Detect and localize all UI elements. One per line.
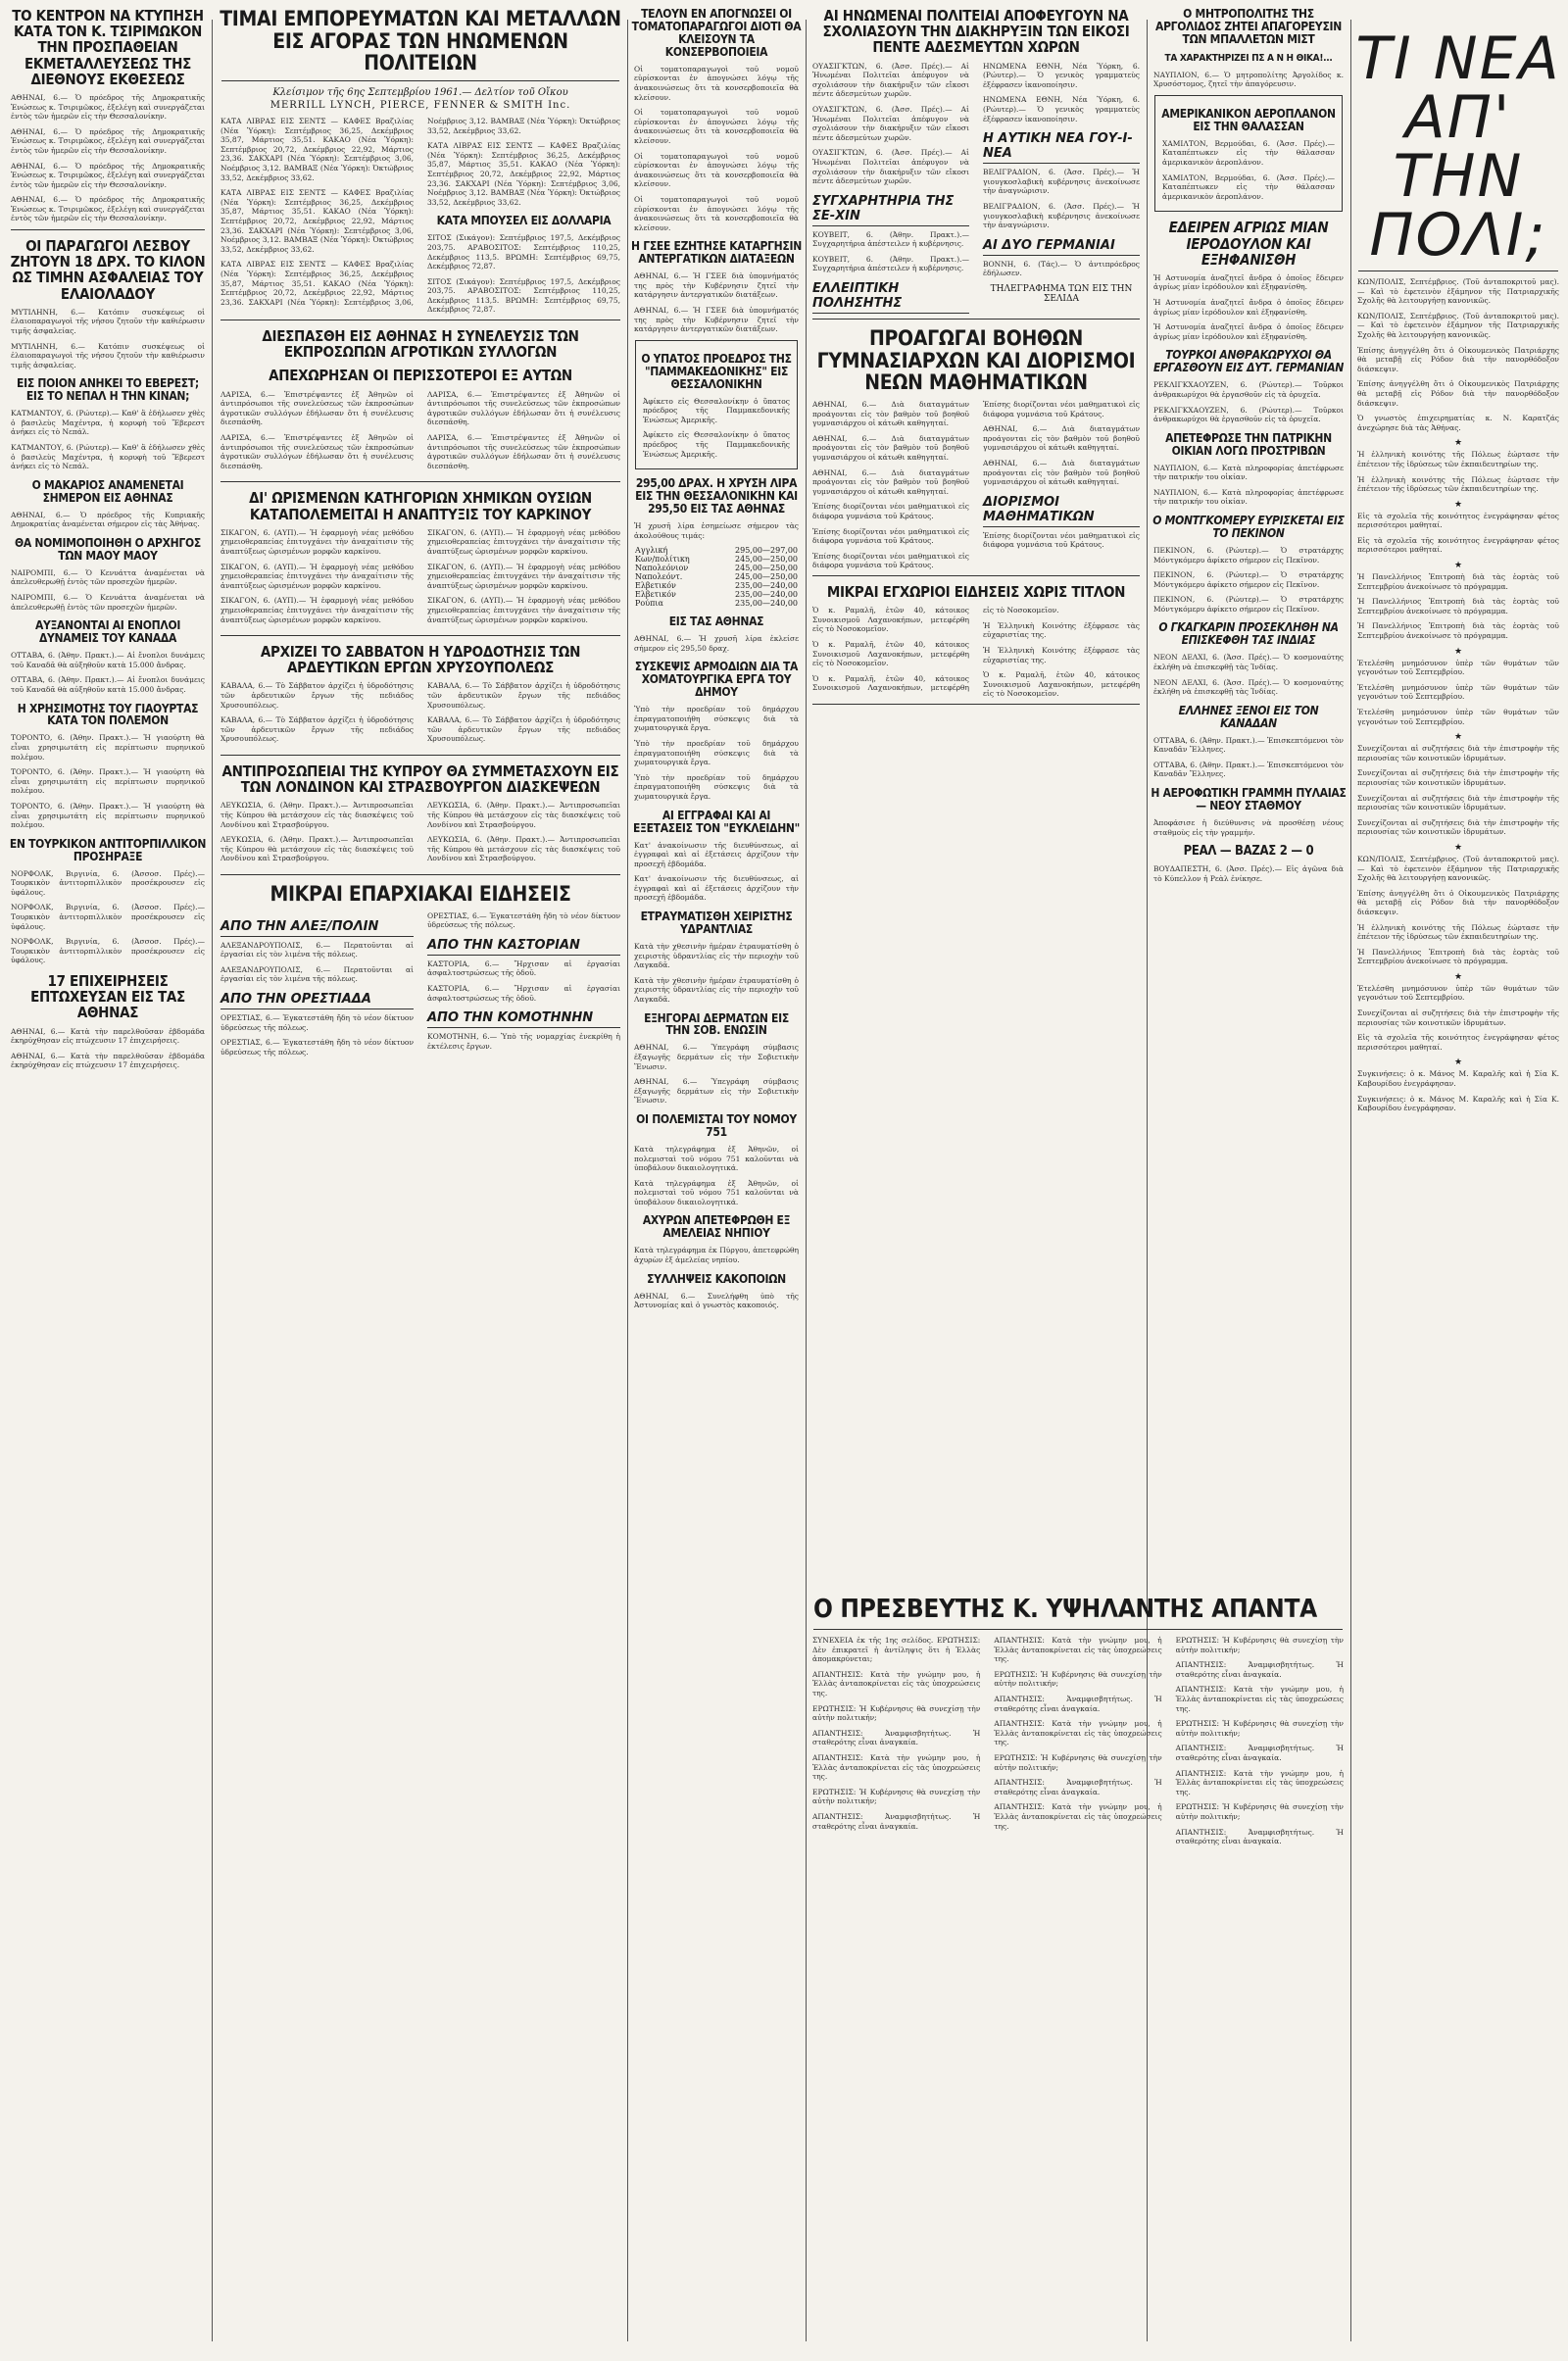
headline: ΔΙ' ΩΡΙΣΜΕΝΩΝ ΚΑΤΗΓΟΡΙΩΝ ΧΗΜΙΚΩΝ ΟΥΣΙΩΝ ΚΑΤΑΠΟΛΕΜΕΙΤΑΙ Η ΑΝΑΠΤΥΞΙΣ ΤΟΥ ΚΑΡΚΙΝΟΥ (249, 489, 592, 523)
divider (220, 481, 620, 482)
article-text: ΑΠΑΝΤΗΣΙΣ: Κατὰ τὴν γνώμην μου, ἡ Ἑλλὰς ἀνταποκρίνεται εἰς τὰς ὑποχρεώσεις της. (994, 1719, 1162, 1747)
column-rule (1350, 20, 1351, 2341)
section-heading: ΑΠΟ ΤΗΝ ΚΑΣΤΟΡΙΑΝ (427, 938, 620, 956)
article-text: Ἡ χρυσῆ λίρα ἐσημείωσε σήμερον τὰς ἀκολούθους τιμάς: (634, 521, 799, 540)
article-text: ΝΑΙΡΟΜΠΙ, 6.— Ὁ Κενυάττα ἀναμένεται νὰ ἀπελευθερωθῇ ἐντὸς τῶν προσεχῶν ἡμερῶν. (11, 593, 205, 612)
article-text: ΣΙΚΑΓΟΝ, 6. (ΑΥΠ).— Ἡ ἐφαρμογὴ νέας μεθόδου χημειοθεραπείας ἐπιτυγχάνει τὴν ἀναχαίτισιν τῆς ἀναπτύξεως ὡρισμένων μορφῶν καρκίνου. (427, 562, 620, 590)
section-heading: ΑΠΟ ΤΗΝ ΚΟΜΟΤΗΝΗΝ (427, 1010, 620, 1028)
article-text: Ἡ Ἑλληνικὴ Κοινότης ἐξέφρασε τὰς εὐχαριστίας της. (983, 645, 1140, 664)
headline: ΔΙΕΣΠΑΣΘΗ ΕΙΣ ΑΘΗΝΑΣ Η ΣΥΝΕΛΕΥΣΙΣ ΤΩΝ ΕΚΠΡΟΣΩΠΩΝ ΑΓΡΟΤΙΚΩΝ ΣΥΛΛΟΓΩΝ (262, 327, 579, 362)
article-text: ΚΩΝ/ΠΟΛΙΣ, Σεπτέμβριος. (Τοῦ ἀνταποκριτοῦ μας).— Καὶ τὸ ἐφετεινὸν ἐξάμηνον τῆς Πατριαρχικῆς Σχολῆς θὰ λειτουργήσῃ κανονικῶς. (1357, 311, 1559, 339)
article-text: Οἱ τοματοπαραγωγοὶ τοῦ νομοῦ εὑρίσκονται ἐν ἀπογνώσει λόγῳ τῆς ἀνακοινώσεως ὅτι τὰ κονσερβοποιεῖα θὰ κλείσουν. (634, 194, 799, 232)
divider (813, 1629, 1343, 1630)
column-6 (1354, 0, 1562, 2361)
article-text: ΑΠΑΝΤΗΣΙΣ: Κατὰ τὴν γνώμην μου, ἡ Ἑλλὰς ἀνταποκρίνεται εἰς τὰς ὑποχρεώσεις της. (1175, 1768, 1344, 1796)
article-text: ΝΕΟΝ ΔΕΛΧΙ, 6. (Ἀσσ. Πρές).— Ὁ κοσμοναύτης ἐκλήθη νὰ ἐπισκεφθῇ τὰς Ἰνδίας. (1153, 677, 1344, 697)
article-text: ΑΘΗΝΑΙ, 6.— Διὰ διαταγμάτων προάγονται εἰς τὸν βαθμὸν τοῦ βοηθοῦ γυμνασιάρχου οἱ κάτωθι καθηγηταί. (812, 400, 969, 428)
article-text: ΛΑΡΙΣΑ, 6.— Ἐπιστρέψαντες ἐξ Ἀθηνῶν οἱ ἀντιπρόσωποι τῆς συνελεύσεως τῶν ἐκπροσώπων ἀγροτικῶν συλλόγων ἐδήλωσαν ὅτι ἡ συνέλευσις διεσπάσθη. (427, 433, 620, 470)
article-text: Ἡ ἑλληνικὴ κοινότης τῆς Πόλεως ἑώρτασε τὴν ἐπέτειον τῆς ἱδρύσεως τῶν ἐκπαιδευτηρίων της. (1357, 922, 1559, 942)
article-text: ΚΑΒΑΛΑ, 6.— Τὸ Σάββατον ἀρχίζει ἡ ὑδροδότησις τῶν ἀρδευτικῶν ἔργων τῆς πεδιάδος Χρυσουπόλεως. (427, 715, 620, 744)
article-text: ΜΥΤΙΛΗΝΗ, 6.— Κατόπιν συσκέψεως οἱ ἐλαιοπαραγωγοὶ τῆς νήσου ζητοῦν τὴν καθιέρωσιν τιμῆς ἀσφαλείας. (11, 307, 205, 335)
article-text: Ἐπίσης διορίζονται νέοι μαθηματικοὶ εἰς διάφορα γυμνάσια τοῦ Κράτους. (812, 502, 969, 521)
article-text: ΗΝΩΜΕΝΑ ΕΘΝΗ, Νέα Ὑόρκη, 6. (Ρώυτερ).— Ὁ γενικὸς γραμματεὺς ἐξέφρασεν ἱκανοποίησιν. (983, 61, 1140, 89)
article-text: ΕΡΩΤΗΣΙΣ: Ἡ Κυβέρνησις θὰ συνεχίσῃ τὴν αὐτὴν πολιτικήν; (994, 1753, 1162, 1772)
article-text: Συνεχίζονται αἱ συζητήσεις διὰ τὴν ἐπιστροφὴν τῆς περιουσίας τῶν κοινοτικῶν ἱδρυμάτων. (1357, 744, 1559, 762)
article-text: ΚΑΣΤΟΡΙΑ, 6.— Ἤρχισαν αἱ ἐργασίαι ἀσφαλτοστρώσεως τῆς ὁδοῦ. (427, 959, 620, 978)
headline: ΘΑ ΝΟΜΙΜΟΠΟΙΗΘΗ Ο ΑΡΧΗΓΟΣ ΤΩΝ ΜΑΟΥ ΜΑΟΥ (15, 535, 201, 563)
price-label: Κων/πολίτικη (635, 555, 690, 565)
divider (812, 319, 1140, 320)
article-text: Ἡ Αστυνομία ἀναζητεῖ ἄνδρα ὁ ὁποῖος ἔδειρεν ἀγρίως μίαν ἱερόδουλον καὶ ἐξηφανίσθη. (1153, 322, 1344, 341)
headline: ΑΝΤΙΠΡΟΣΩΠΕΙΑΙ ΤΗΣ ΚΥΠΡΟΥ ΘΑ ΣΥΜΜΕΤΑΣΧΟΥΝ ΕΙΣ ΤΩΝ ΛΟΝΔΙΝΟΝ ΚΑΙ ΣΤΡΑΣΒΟΥΡΓΟΝ ΔΙΑΣΚΕΨΕΩΝ (221, 762, 619, 797)
headline: ΑΠΕΤΕΦΡΩΣΕ ΤΗΝ ΠΑΤΡΙΚΗΝ ΟΙΚΙΑΝ ΛΟΓΩ ΠΡΟΣΤΡΙΒΩΝ (1165, 430, 1332, 458)
article-text: ΑΘΗΝΑΙ, 6.— Ἡ ΓΣΕΕ διὰ ὑπομνήματός της πρὸς τὴν Κυβέρνησιν ζητεῖ τὴν κατάργησιν ἀντεργατικῶν διατάξεων. (634, 271, 799, 300)
separator-star: ★ (1453, 1058, 1463, 1068)
article-text: ΑΛΕΞΑΝΔΡΟΥΠΟΛΙΣ, 6.— Περατοῦνται αἱ ἐργασίαι εἰς τὸν λιμένα τῆς πόλεως. (220, 964, 414, 984)
article-text: Οἱ τοματοπαραγωγοὶ τοῦ νομοῦ εὑρίσκονται ἐν ἀπογνώσει λόγῳ τῆς ἀνακοινώσεως ὅτι τὰ κονσερβοποιεῖα θὰ κλείσουν. (634, 108, 799, 145)
gold-price-table (631, 546, 802, 608)
separator-star: ★ (1453, 438, 1463, 449)
divider (220, 874, 620, 875)
section-heading: ΑΠΟ ΤΗΝ ΟΡΕΣΤΙΑΔΑ (220, 992, 414, 1009)
article-text: Ἡ Αστυνομία ἀναζητεῖ ἄνδρα ὁ ὁποῖος ἔδειρεν ἀγρίως μίαν ἱερόδουλον καὶ ἐξηφανίσθη. (1153, 272, 1344, 292)
headline: ΤΙΜΑΙ ΕΜΠΟΡΕΥΜΑΤΩΝ ΚΑΙ ΜΕΤΑΛΛΩΝ ΕΙΣ ΑΓΟΡΑΣ ΤΩΝ ΗΝΩΜΕΝΩΝ ΠΟΛΙΤΕΙΩΝ (220, 7, 621, 75)
article-text: Ἡ ἑλληνικὴ κοινότης τῆς Πόλεως ἑώρτασε τὴν ἐπέτειον τῆς ἱδρύσεως τῶν ἐκπαιδευτηρίων της. (1357, 450, 1559, 468)
article-text: ΑΠΑΝΤΗΣΙΣ: Ἀναμφισβητήτως. Ἡ σταθερότης εἶναι ἀναγκαία. (812, 1728, 981, 1747)
article-text: ΑΘΗΝΑΙ, 6.— Κατὰ τὴν παρελθοῦσαν ἑβδομάδα ἐκηρύχθησαν εἰς πτώχευσιν 17 ἐπιχειρήσεις. (11, 1051, 205, 1070)
article-text: ΑΠΑΝΤΗΣΙΣ: Ἀναμφισβητήτως. Ἡ σταθερότης εἶναι ἀναγκαία. (812, 1811, 981, 1831)
article-text: ΑΠΑΝΤΗΣΙΣ: Ἀναμφισβητήτως. Ἡ σταθερότης εἶναι ἀναγκαία. (1175, 1744, 1344, 1763)
article-text: ΕΡΩΤΗΣΙΣ: Ἡ Κυβέρνησις θὰ συνεχίσῃ τὴν αὐτὴν πολιτικήν; (1175, 1802, 1344, 1821)
price-value: 245,00—250,00 (735, 572, 798, 582)
article-text: Ἐπίσης διορίζονται νέοι μαθηματικοὶ εἰς διάφορα γυμνάσια τοῦ Κράτους. (812, 551, 969, 570)
article-text: ΑΘΗΝΑΙ, 6.— Συνελήφθη ὑπὸ τῆς Ἀστυνομίας καὶ ὁ γνωστὸς κακοποιός. (634, 1291, 799, 1310)
price-label: Ναπολεόνιον (635, 564, 689, 573)
headline: 17 ΕΠΙΧΕΙΡΗΣΕΙΣ ΕΠΤΩΧΕΥΣΑΝ ΕΙΣ ΤΑΣ ΑΘΗΝΑΣ (30, 972, 185, 1022)
article-text: ΟΥΑΣΙΓΚΤΩΝ, 6. (Ἀσσ. Πρές).— Αἱ Ἡνωμέναι Πολιτεῖαι ἀπέφυγον νὰ σχολιάσουν τὴν διακήρυξιν τῶν εἴκοσι πέντε ἀδεσμεύτων χωρῶν. (812, 61, 969, 99)
article-text: Συνεχίζονται αἱ συζητήσεις διὰ τὴν ἐπιστροφὴν τῆς περιουσίας τῶν κοινοτικῶν ἱδρυμάτων. (1357, 793, 1559, 812)
price-label: Ελβετικόν (635, 590, 676, 600)
headline: Ο ΥΠΑΤΟΣ ΠΡΟΕΔΡΟΣ ΤΗΣ "ΠΑΜΜΑΚΕΔΟΝΙΚΗΣ" ΕΙΣ ΘΕΣΣΑΛΟΝΙΚΗΝ (641, 351, 792, 391)
article-text: ΡΕΚΛΙΓΚΧΑΟΥΖΕΝ, 6. (Ρώυτερ).— Τοῦρκοι ἀνθρακωρύχοι θὰ ἐργασθοῦν εἰς τὰ ὀρυχεῖα. (1153, 405, 1344, 424)
section-heading: ΔΙΟΡΙΣΜΟΙ ΜΑΘΗΜΑΤΙΚΩΝ (983, 495, 1140, 527)
separator-star: ★ (1453, 646, 1463, 657)
article-text: ΑΠΑΝΤΗΣΙΣ: Κατὰ τὴν γνώμην μου, ἡ Ἑλλὰς ἀνταποκρίνεται εἰς τὰς ὑποχρεώσεις της. (812, 1669, 981, 1698)
headline: ΟΙ ΠΑΡΑΓΩΓΟΙ ΛΕΣΒΟΥ ΖΗΤΟΥΝ 18 ΔΡΧ. ΤΟ ΚΙΛΟΝ ΩΣ ΤΙΜΗΝ ΑΣΦΑΛΕΙΑΣ ΤΟΥ ΕΛΑΙΟΛΑΔΟΥ (10, 237, 206, 303)
article-text: ΑΘΗΝΑΙ, 6.— Ὁ πρόεδρος τῆς Δημοκρατικῆς Ἑνώσεως κ. Τσιριμῶκος, ἐξελέγη καὶ συνεργάζεται ἐντὸς τῶν ἡμερῶν εἰς τὴν Θεσσαλονίκην. (11, 195, 205, 223)
section-heading: ΕΙΣ ΤΑΣ ΑΘΗΝΑΣ (668, 615, 764, 629)
article-text: ΚΑΒΑΛΑ, 6.— Τὸ Σάββατον ἀρχίζει ἡ ὑδροδότησις τῶν ἀρδευτικῶν ἔργων τῆς πεδιάδος Χρυσουπόλεως. (220, 681, 414, 710)
column-5 (1151, 0, 1347, 1578)
article-text: ΒΟΥΔΑΠΕΣΤΗ, 6. (Ἀσσ. Πρές).— Εἰς ἀγῶνα διὰ τὸ Κύπελλον ἡ Ρεὰλ ἐνίκησε. (1153, 864, 1344, 883)
article-text: ΤΟΡΟΝΤΟ, 6. (Ἀθην. Πρακτ.).— Ἡ γιαούρτη θὰ εἶναι χρησιμωτάτη εἰς περίπτωσιν πυρηνικοῦ πολέμου. (11, 801, 205, 830)
article-text: ΒΕΛΙΓΡΑΔΙΟΝ, 6. (Ἀσσ. Πρές).— Ἡ γιουγκοσλαβικὴ κυβέρνησις ἀνεκοίνωσε τὴν ἀναγνώρισιν. (983, 168, 1140, 196)
divider (812, 704, 1140, 705)
article-text: ΠΕΚΙΝΟΝ, 6. (Ρώυτερ).— Ὁ στρατάρχης Μόντγκόμερυ ἀφίκετο σήμερον εἰς Πεκῖνον. (1153, 595, 1344, 614)
note: ΤΗΛΕΓΡΑΦΗΜΑ ΤΩΝ ΕΙΣ ΤΗΝ ΣΕΛΙΔΑ (990, 283, 1133, 304)
article-text: ΟΥΑΣΙΓΚΤΩΝ, 6. (Ἀσσ. Πρές).— Αἱ Ἡνωμέναι Πολιτεῖαι ἀπέφυγον νὰ σχολιάσουν τὴν διακήρυξιν τῶν εἴκοσι πέντε ἀδεσμεύτων χωρῶν. (812, 148, 969, 186)
article-text: ΟΤΤΑΒΑ, 6. (Ἀθην. Πρακτ.).— Αἱ ἔνοπλοι δυνάμεις τοῦ Καναδᾶ θὰ αὐξηθοῦν κατὰ 15.000 ἄνδρας. (11, 675, 205, 694)
article-text: ΣΙΚΑΓΟΝ, 6. (ΑΥΠ).— Ἡ ἐφαρμογὴ νέας μεθόδου χημειοθεραπείας ἐπιτυγχάνει τὴν ἀναχαίτισιν τῆς ἀναπτύξεως ὡρισμένων μορφῶν καρκίνου. (427, 596, 620, 624)
article-text: ΝΑΙΡΟΜΠΙ, 6.— Ὁ Κενυάττα ἀναμένεται νὰ ἀπελευθερωθῇ ἐντὸς τῶν προσεχῶν ἡμερῶν. (11, 567, 205, 587)
article-text: Ἐτελέσθη μνημόσυνον ὑπὲρ τῶν θυμάτων τῶν γεγονότων τοῦ Σεπτεμβρίου. (1357, 708, 1559, 726)
separator-star: ★ (1453, 499, 1463, 510)
article-text: ΚΩΝ/ΠΟΛΙΣ, Σεπτέμβριος. (Τοῦ ἀνταποκριτοῦ μας).— Καὶ τὸ ἐφετεινὸν ἐξάμηνον τῆς Πατριαρχικῆς Σχολῆς θὰ λειτουργήσῃ κανονικῶς. (1357, 854, 1559, 883)
article-text: ΑΠΑΝΤΗΣΙΣ: Ἀναμφισβητήτως. Ἡ σταθερότης εἶναι ἀναγκαία. (1175, 1660, 1344, 1679)
separator-star: ★ (1453, 732, 1463, 743)
article-text: ΛΑΡΙΣΑ, 6.— Ἐπιστρέψαντες ἐξ Ἀθηνῶν οἱ ἀντιπρόσωποι τῆς συνελεύσεως τῶν ἐκπροσώπων ἀγροτικῶν συλλόγων ἐδήλωσαν ὅτι ἡ συνέλευσις διεσπάσθη. (220, 389, 414, 427)
headline: ΕΞΗΓΟΡΑΙ ΔΕΡΜΑΤΩΝ ΕΙΣ ΤΗΝ ΣΟΒ. ΕΝΩΣΙΝ (644, 1010, 789, 1038)
subheading: Κλείσιμον τῆς 6ης Σεπτεμβρίου 1961.— Δελτίον τοῦ Οἴκου (272, 87, 568, 99)
article-text: Οἱ τοματοπαραγωγοὶ τοῦ νομοῦ εὑρίσκονται ἐν ἀπογνώσει λόγῳ τῆς ἀνακοινώσεως ὅτι τὰ κονσερβοποιεῖα θὰ κλείσουν. (634, 151, 799, 189)
separator-star: ★ (1453, 561, 1463, 571)
article-text: ΝΟΡΦΟΛΚ, Βιργινία, 6. (Ἀσσοσ. Πρές).— Τουρκικὸν ἀντιτορπιλλικὸν προσέκρουσεν εἰς ὑφάλους. (11, 937, 205, 965)
article-text: ΕΡΩΤΗΣΙΣ: Ἡ Κυβέρνησις θὰ συνεχίσῃ τὴν αὐτὴν πολιτικήν; (994, 1669, 1162, 1689)
article-text: ΚΑΒΑΛΑ, 6.— Τὸ Σάββατον ἀρχίζει ἡ ὑδροδότησις τῶν ἀρδευτικῶν ἔργων τῆς πεδιάδος Χρυσουπόλεως. (427, 681, 620, 710)
section-heading: ΑΠΟ ΤΗΝ ΑΛΕΞ/ΠΟΛΙΝ (220, 919, 414, 937)
table-row (631, 599, 802, 608)
article-text: Ὁ κ. Ραμαλῆ, ἐτῶν 40, κάτοικος Συνοικισμοῦ Λαχανοκήπων, μετεφέρθη εἰς τὸ Νοσοκομεῖον. (812, 639, 969, 668)
section-heading: Η ΑΥΤΙΚΗ ΝΕΑ ΓΟΥ-Ι-ΝΕΑ (983, 131, 1140, 164)
article-text: ΒΕΛΙΓΡΑΔΙΟΝ, 6. (Ἀσσ. Πρές).— Ἡ γιουγκοσλαβικὴ κυβέρνησις ἀνεκοίνωσε τὴν ἀναγνώρισιν. (983, 201, 1140, 230)
article-text: Ὁ κ. Ραμαλῆ, ἐτῶν 40, κάτοικος Συνοικισμοῦ Λαχανοκήπων, μετεφέρθη εἰς τὸ Νοσοκομεῖον. (983, 670, 1140, 699)
article-text: ΛΑΡΙΣΑ, 6.— Ἐπιστρέψαντες ἐξ Ἀθηνῶν οἱ ἀντιπρόσωποι τῆς συνελεύσεως τῶν ἐκπροσώπων ἀγροτικῶν συλλόγων ἐδήλωσαν ὅτι ἡ συνέλευσις διεσπάσθη. (427, 389, 620, 427)
article-text: ΑΘΗΝΑΙ, 6.— Ὑπεγράφη σύμβασις ἐξαγωγῆς δερμάτων εἰς τὴν Σοβιετικὴν Ἕνωσιν. (634, 1077, 799, 1106)
article-text: ΚΩΝ/ΠΟΛΙΣ, Σεπτέμβριος. (Τοῦ ἀνταποκριτοῦ μας).— Καὶ τὸ ἐφετεινὸν ἐξάμηνον τῆς Πατριαρχικῆς Σχολῆς θὰ λειτουργήσῃ κανονικῶς. (1357, 277, 1559, 306)
article-text: ΝΑΥΠΛΙΟΝ, 6.— Κατὰ πληροφορίας ἀπετέφρωσε τὴν πατρικήν του οἰκίαν. (1153, 487, 1344, 507)
article-text: ΑΛΕΞΑΝΔΡΟΥΠΟΛΙΣ, 6.— Περατοῦνται αἱ ἐργασίαι εἰς τὸν λιμένα τῆς πόλεως. (220, 940, 414, 959)
article-text: ΑΠΑΝΤΗΣΙΣ: Κατὰ τὴν γνώμην μου, ἡ Ἑλλὰς ἀνταποκρίνεται εἰς τὰς ὑποχρεώσεις της. (994, 1802, 1162, 1831)
article-text: ΑΠΑΝΤΗΣΙΣ: Ἀναμφισβητήτως. Ἡ σταθερότης εἶναι ἀναγκαία. (1175, 1827, 1344, 1846)
article-text: ΑΠΑΝΤΗΣΙΣ: Κατὰ τὴν γνώμην μου, ἡ Ἑλλὰς ἀνταποκρίνεται εἰς τὰς ὑποχρεώσεις της. (1175, 1685, 1344, 1713)
article-text: ΝΟΡΦΟΛΚ, Βιργινία, 6. (Ἀσσοσ. Πρές).— Τουρκικὸν ἀντιτορπιλλικὸν προσέκρουσεν εἰς ὑφάλους. (11, 868, 205, 897)
article-text: ΚΑΒΑΛΑ, 6.— Τὸ Σάββατον ἀρχίζει ἡ ὑδροδότησις τῶν ἀρδευτικῶν ἔργων τῆς πεδιάδος Χρυσουπόλεως. (220, 715, 414, 744)
article-text: Εἰς τὰ σχολεῖα τῆς κοινότητος ἐνεγράφησαν φέτος περισσότεροι μαθηταί. (1357, 535, 1559, 555)
article-text: ΚΑΤΜΑΝΤΟΥ, 6. (Ρώυτερ).— Καθ' ἃ ἐδήλωσεν χθὲς ὁ βασιλεὺς Μαχέντρα, ἡ κορυφὴ τοῦ Ἔβερεστ ἀνήκει εἰς τὸ Νεπάλ. (11, 443, 205, 471)
article-text: Ἡ Πανελλήνιος Ἐπιτροπὴ διὰ τὰς ἑορτὰς τοῦ Σεπτεμβρίου ἀνεκοίνωσε τὸ πρόγραμμα. (1357, 572, 1559, 591)
headline: Ο ΜΗΤΡΟΠΟΛΙΤΗΣ ΤΗΣ ΑΡΓΟΛΙΔΟΣ ΖΗΤΕΙ ΑΠΑΓΟΡΕΥΣΙΝ ΤΩΝ ΜΠΑΛΛΕΤΩΝ ΜΙΣΤ (1155, 7, 1342, 46)
article-text: ΣΙΚΑΓΟΝ, 6. (ΑΥΠ).— Ἡ ἐφαρμογὴ νέας μεθόδου χημειοθεραπείας ἐπιτυγχάνει τὴν ἀναχαίτισιν τῆς ἀναπτύξεως ὡρισμένων μορφῶν καρκίνου. (427, 527, 620, 556)
article-text: Συγκινήσεις: ὁ κ. Μάνος Μ. Καραλῆς καὶ ἡ Σία Κ. Καβουρίδου ἐνεγράφησαν. (1357, 1069, 1559, 1089)
score-line: ΡΕΑΛ — ΒΑΖΑΣ 2 — 0 (1183, 844, 1314, 860)
divider (220, 755, 620, 756)
article-text: ΑΘΗΝΑΙ, 6.— Ὑπεγράφη σύμβασις ἐξαγωγῆς δερμάτων εἰς τὴν Σοβιετικὴν Ἕνωσιν. (634, 1043, 799, 1071)
article-text: ΑΘΗΝΑΙ, 6.— Ὁ πρόεδρος τῆς Κυπριακῆς Δημοκρατίας ἀναμένεται σήμερον εἰς τὰς Ἀθήνας. (11, 510, 205, 529)
article-text: Ἐπίσης διορίζονται νέοι μαθηματικοὶ εἰς διάφορα γυμνάσια τοῦ Κράτους. (983, 400, 1140, 418)
headline: ΕΛΛΗΝΕΣ ΞΕΝΟΙ ΕΙΣ ΤΟΝ ΚΑΝΑΔΑΝ (1178, 703, 1319, 730)
article-text: Ὑπὸ τὴν προεδρίαν τοῦ δημάρχου ἐπραγματοποιήθη σύσκεψις διὰ τὰ χωματουργικὰ ἔργα. (634, 739, 799, 767)
section-heading: ΕΛΛΕΙΠΤΙΚΗ ΠΟΛΗΣΗΤΗΣ (812, 281, 969, 314)
headline: ΕΙΣ ΠΟΙΟΝ ΑΝΗΚΕΙ ΤΟ ΕΒΕΡΕΣΤ; ΕΙΣ ΤΟ ΝΕΠΑΛ Η ΤΗΝ ΚΙΝΑΝ; (17, 376, 199, 404)
table-row (631, 590, 802, 599)
table-row (631, 546, 802, 555)
firm-name: MERRILL LYNCH, PIERCE, FENNER & SMITH Inc. (270, 100, 571, 112)
article-text: Ἀφίκετο εἰς Θεσσαλονίκην ὁ ὕπατος πρόεδρος τῆς Παμμακεδονικῆς Ἑνώσεως Ἀμερικῆς. (643, 430, 790, 459)
article-text: ΑΘΗΝΑΙ, 6.— Ὁ πρόεδρος τῆς Δημοκρατικῆς Ἑνώσεως κ. Τσιριμῶκος, ἐξελέγη καὶ συνεργάζεται ἐντὸς τῶν ἡμερῶν εἰς τὴν Θεσσαλονίκην. (11, 92, 205, 122)
price-value: 295,00—297,00 (735, 546, 798, 556)
headline: ΑΠΕΧΩΡΗΣΑΝ ΟΙ ΠΕΡΙΣΣΟΤΕΡΟΙ ΕΞ ΑΥΤΩΝ (269, 367, 572, 385)
article-text: ΑΘΗΝΑΙ, 6.— Κατὰ τὴν παρελθοῦσαν ἑβδομάδα ἐκηρύχθησαν εἰς πτώχευσιν 17 ἐπιχειρήσεις. (11, 1026, 205, 1046)
headline: ΑΧΥΡΩΝ ΑΠΕΤΕΦΡΩΘΗ ΕΞ ΑΜΕΛΕΙΑΣ ΝΗΠΙΟΥ (642, 1213, 791, 1241)
article-text: ΚΟΥΒΕΙΤ, 6. (Ἀθην. Πρακτ.).— Συγχαρητήρια ἀπέστειλεν ἡ κυβέρνησις. (812, 254, 969, 273)
article-text: Κατ' ἀνακοίνωσιν τῆς διευθύνσεως, αἱ ἐγγραφαὶ καὶ αἱ ἐξετάσεις ἀρχίζουν τὴν προσεχῆ ἑβδομάδα. (634, 874, 799, 903)
article-text: ΛΕΥΚΩΣΙΑ, 6. (Ἀθην. Πρακτ.).— Ἀντιπροσωπεῖαι τῆς Κύπρου θὰ μετάσχουν εἰς τὰς διασκέψεις τοῦ Λονδίνου καὶ Στρασβούργου. (220, 801, 414, 829)
article-text: ΑΘΗΝΑΙ, 6.— Διὰ διαταγμάτων προάγονται εἰς τὸν βαθμὸν τοῦ βοηθοῦ γυμνασιάρχου οἱ κάτωθι καθηγηταί. (812, 467, 969, 496)
article-text: Συγκινήσεις: ὁ κ. Μάνος Μ. Καραλῆς καὶ ἡ Σία Κ. Καβουρίδου ἐνεγράφησαν. (1357, 1094, 1559, 1113)
article-text: Κατὰ τὴν χθεσινὴν ἡμέραν ἐτραυματίσθη ὁ χειριστὴς ὑδραντλίας εἰς τὴν περιοχὴν τοῦ Λαγκαδᾶ. (634, 975, 799, 1004)
article-text: ΚΑΤΑ ΛΙΒΡΑΣ ΕΙΣ ΣΕΝΤΣ — ΚΑΦΕΣ Βραζιλίας (Νέα Ὑόρκη): Σεπτέμβριος 36,25, Δεκέμβριος 35,87, Μάρτιος 35,51. ΚΑΚΑΟ (Νέα Ὑόρκη): Σεπτέμβριος 20,72, Δεκέμβριος 22,92, Μάρτιος 23,36. ΣΑΚΧΑΡΙ (Νέα Ὑόρκη): Σεπτέμβριος 3,06, Νοέμβριος 3,12. ΒΑΜΒΑΞ (Νέα Ὑόρκη): Ὀκτώβριος 33,52, Δεκέμβριος 33,62. (220, 117, 414, 182)
article-text: ΚΑΤΜΑΝΤΟΥ, 6. (Ρώυτερ).— Καθ' ἃ ἐδήλωσεν χθὲς ὁ βασιλεὺς Μαχέντρα, ἡ κορυφὴ τοῦ Ἔβερεστ ἀνήκει εἰς τὸ Νεπάλ. (11, 409, 205, 437)
article-text: Ἐτελέσθη μνημόσυνον ὑπὲρ τῶν θυμάτων τῶν γεγονότων τοῦ Σεπτεμβρίου. (1357, 983, 1559, 1003)
headline: ΚΑΤΑ ΜΠΟΥΣΕΛ ΕΙΣ ΔΟΛΛΑΡΙΑ (436, 214, 612, 228)
article-text: ΚΟΥΒΕΙΤ, 6. (Ἀθην. Πρακτ.).— Συγχαρητήρια ἀπέστειλεν ἡ κυβέρνησις. (812, 229, 969, 249)
article-text: ΟΡΕΣΤΙΑΣ, 6.— Ἐγκατεστάθη ἤδη τὸ νέον δίκτυον ὑδρεύσεως τῆς πόλεως. (220, 1013, 414, 1032)
table-row (631, 581, 802, 590)
table-row (631, 555, 802, 564)
article-text: ΤΟΡΟΝΤΟ, 6. (Ἀθην. Πρακτ.).— Ἡ γιαούρτη θὰ εἶναι χρησιμωτάτη εἰς περίπτωσιν πυρηνικοῦ πολέμου. (11, 767, 205, 796)
headline: ΤΟΥΡΚΟΙ ΑΝΘΡΑΚΩΡΥΧΟΙ ΘΑ ΕΡΓΑΣΘΟΥΝ ΕΙΣ ΔΥΤ. ΓΕΡΜΑΝΙΑΝ (1152, 348, 1345, 375)
ypsilantis-article (809, 1588, 1347, 2361)
article-text: Ἀποφάσισε ἡ διεύθυνσις νὰ προσθέσῃ νέους σταθμοὺς εἰς τὴν γραμμήν. (1153, 817, 1344, 837)
article-text: ΕΡΩΤΗΣΙΣ: Ἡ Κυβέρνησις θὰ συνεχίσῃ τὴν αὐτὴν πολιτικήν; (1175, 1719, 1344, 1738)
article-text: ΑΘΗΝΑΙ, 6.— Διὰ διαταγμάτων προάγονται εἰς τὸν βαθμὸν τοῦ βοηθοῦ γυμνασιάρχου οἱ κάτωθι καθηγηταί. (812, 433, 969, 463)
headline: Ο ΜΑΚΑΡΙΟΣ ΑΝΑΜΕΝΕΤΑΙ ΣΗΜΕΡΟΝ ΕΙΣ ΑΘΗΝΑΣ (31, 477, 184, 505)
article-text: Ἡ Πανελλήνιος Ἐπιτροπὴ διὰ τὰς ἑορτὰς τοῦ Σεπτεμβρίου ἀνεκοίνωσε τὸ πρόγραμμα. (1357, 597, 1559, 615)
article-text: Ἡ Πανελλήνιος Ἐπιτροπὴ διὰ τὰς ἑορτὰς τοῦ Σεπτεμβρίου ἀνεκοίνωσε τὸ πρόγραμμα. (1357, 621, 1559, 641)
article-text: ΧΑΜΙΛΤΟΝ, Βερμούδαι, 6. (Ἀσσ. Πρές).— Καταπέπτωκεν εἰς τὴν θάλασσαν ἀμερικανικὸν ἀεροπλάνον. (1162, 138, 1335, 167)
headline: ΕΝ ΤΟΥΡΚΙΚΟΝ ΑΝΤΙΤΟΡΠΙΛΛΙΚΟΝ ΠΡΟΣΗΡΑΞΕ (9, 836, 207, 863)
price-value: 245,00—250,00 (735, 564, 798, 573)
feature-title: ΤΙ ΝΕΑ ΑΠ' ΤΗΝ ΠΟΛΙ; (1355, 25, 1561, 270)
article-text: Ἡ Αστυνομία ἀναζητεῖ ἄνδρα ὁ ὁποῖος ἔδειρεν ἀγρίως μίαν ἱερόδουλον καὶ ἐξηφανίσθη. (1153, 298, 1344, 317)
article-text: ΟΡΕΣΤΙΑΣ, 6.— Ἐγκατεστάθη ἤδη τὸ νέον δίκτυον ὑδρεύσεως τῆς πόλεως. (427, 910, 620, 930)
article-text: ΚΑΣΤΟΡΙΑ, 6.— Ἤρχισαν αἱ ἐργασίαι ἀσφαλτοστρώσεως τῆς ὁδοῦ. (427, 984, 620, 1003)
article-text: ΕΡΩΤΗΣΙΣ: Ἡ Κυβέρνησις θὰ συνεχίσῃ τὴν αὐτὴν πολιτικήν; (812, 1787, 981, 1806)
article-text: Ἀφίκετο εἰς Θεσσαλονίκην ὁ ὕπατος πρόεδρος τῆς Παμμακεδονικῆς Ἑνώσεως Ἀμερικῆς. (643, 396, 790, 424)
article-text: ΟΤΤΑΒΑ, 6. (Ἀθην. Πρακτ.).— Αἱ ἔνοπλοι δυνάμεις τοῦ Καναδᾶ θὰ αὐξηθοῦν κατὰ 15.000 ἄνδρας. (11, 651, 205, 669)
article-text: Ἐπίσης διορίζονται νέοι μαθηματικοὶ εἰς διάφορα γυμνάσια τοῦ Κράτους. (983, 530, 1140, 550)
article-text: ΑΠΑΝΤΗΣΙΣ: Ἀναμφισβητήτως. Ἡ σταθερότης εἶναι ἀναγκαία. (994, 1778, 1162, 1796)
article-text: ΡΕΚΛΙΓΚΧΑΟΥΖΕΝ, 6. (Ρώυτερ).— Τοῦρκοι ἀνθρακωρύχοι θὰ ἐργασθοῦν εἰς τὰ ὀρυχεῖα. (1153, 380, 1344, 399)
column-rule (806, 20, 807, 2341)
article-text: ΑΘΗΝΑΙ, 6.— Ὁ πρόεδρος τῆς Δημοκρατικῆς Ἑνώσεως κ. Τσιριμῶκος, ἐξελέγη καὶ συνεργάζεται ἐντὸς τῶν ἡμερῶν εἰς τὴν Θεσσαλονίκην. (11, 161, 205, 189)
article-text: ΚΑΤΑ ΛΙΒΡΑΣ ΕΙΣ ΣΕΝΤΣ — ΚΑΦΕΣ Βραζιλίας (Νέα Ὑόρκη): Σεπτέμβριος 36,25, Δεκέμβριος 35,87, Μάρτιος 35,51. ΚΑΚΑΟ (Νέα Ὑόρκη): Σεπτέμβριος 20,72, Δεκέμβριος 22,92, Μάρτιος 23,36. ΣΑΚΧΑΡΙ (Νέα Ὑόρκη): Σεπτέμβριος 3,06, Νοέμβριος 3,12. ΒΑΜΒΑΞ (Νέα Ὑόρκη): Ὀκτώβριος 33,52, Δεκέμβριος 33,62. (220, 188, 414, 254)
headline: ΑΙ ΗΝΩΜΕΝΑΙ ΠΟΛΙΤΕΙΑΙ ΑΠΟΦΕΥΓΟΥΝ ΝΑ ΣΧΟΛΙΑΣΟΥΝ ΤΗΝ ΔΙΑΚΗΡΥΞΙΝ ΤΩΝ ΕΙΚΟΣΙ ΠΕΝΤΕ ΑΔΕΣΜΕΥΤΩΝ ΧΩΡΩΝ (822, 7, 1130, 57)
price-label: Ρούπια (635, 599, 663, 609)
article-text: Ἐπίσης ἀνηγγέλθη ὅτι ὁ Οἰκουμενικὸς Πατριάρχης θὰ μεταβῇ εἰς Ρόδον διὰ τὴν πανορθόδοξον διάσκεψιν. (1357, 379, 1559, 408)
article-text: Οἱ τοματοπαραγωγοὶ τοῦ νομοῦ εὑρίσκονται ἐν ἀπογνώσει λόγῳ τῆς ἀνακοινώσεως ὅτι τὰ κονσερβοποιεῖα θὰ κλείσουν. (634, 64, 799, 102)
article-text: Ἡ Ἑλληνικὴ Κοινότης ἐξέφρασε τὰς εὐχαριστίας της. (983, 620, 1140, 640)
article-text: ΑΠΑΝΤΗΣΙΣ: Κατὰ τὴν γνώμην μου, ἡ Ἑλλὰς ἀνταποκρίνεται εἰς τὰς ὑποχρεώσεις της. (994, 1636, 1162, 1664)
article-text: ΕΡΩΤΗΣΙΣ: Ἡ Κυβέρνησις θὰ συνεχίσῃ τὴν αὐτὴν πολιτικήν; (812, 1703, 981, 1723)
article-text: Κατὰ τὴν χθεσινὴν ἡμέραν ἐτραυματίσθη ὁ χειριστὴς ὑδραντλίας εἰς τὴν περιοχὴν τοῦ Λαγκαδᾶ. (634, 941, 799, 970)
price-value: 235,00—240,00 (735, 590, 798, 600)
divider (221, 80, 619, 81)
article-text: ΝΟΡΦΟΛΚ, Βιργινία, 6. (Ἀσσοσ. Πρές).— Τουρκικὸν ἀντιτορπιλλικὸν προσέκρουσεν εἰς ὑφάλους. (11, 903, 205, 931)
article-text: ΛΕΥΚΩΣΙΑ, 6. (Ἀθην. Πρακτ.).— Ἀντιπροσωπεῖαι τῆς Κύπρου θὰ μετάσχουν εἰς τὰς διασκέψεις τοῦ Λονδίνου καὶ Στρασβούργου. (427, 835, 620, 863)
article-text: Κατ' ἀνακοίνωσιν τῆς διευθύνσεως, αἱ ἐγγραφαὶ καὶ αἱ ἐξετάσεις ἀρχίζουν τὴν προσεχῆ ἑβδομάδα. (634, 840, 799, 868)
article-text: Ὁ κ. Ραμαλῆ, ἐτῶν 40, κάτοικος Συνοικισμοῦ Λαχανοκήπων, μετεφέρθη εἰς τὸ Νοσοκομεῖον. (812, 606, 969, 634)
section-heading: ΣΥΓΧΑΡΗΤΗΡΙΑ ΤΗΣ ΣΕ-ΧΙΝ (812, 194, 969, 226)
article-text: Κατὰ τηλεγράφημα ἐξ Ἀθηνῶν, οἱ πολεμισταὶ τοῦ νόμου 751 καλοῦνται νὰ ὑποβάλουν δικαιολογητικά. (634, 1178, 799, 1206)
article-text: ΟΥΑΣΙΓΚΤΩΝ, 6. (Ἀσσ. Πρές).— Αἱ Ἡνωμέναι Πολιτεῖαι ἀπέφυγον νὰ σχολιάσουν τὴν διακήρυξιν τῶν εἴκοσι πέντε ἀδεσμεύτων χωρῶν. (812, 104, 969, 142)
divider (220, 635, 620, 636)
article-text: ΠΕΚΙΝΟΝ, 6. (Ρώυτερ).— Ὁ στρατάρχης Μόντγκόμερυ ἀφίκετο σήμερον εἰς Πεκῖνον. (1153, 545, 1344, 565)
article-text: Συνεχίζονται αἱ συζητήσεις διὰ τὴν ἐπιστροφὴν τῆς περιουσίας τῶν κοινοτικῶν ἱδρυμάτων. (1357, 768, 1559, 787)
headline: ΑΙ ΕΓΓΡΑΦΑΙ ΚΑΙ ΑΙ ΕΞΕΤΑΣΕΙΣ ΤΟΝ "ΕΥΚΛΕΙΔΗΝ" (632, 808, 800, 835)
headline: ΤΕΛΟΥΝ ΕΝ ΑΠΟΓΝΩΣΕΙ ΟΙ ΤΟΜΑΤΟΠΑΡΑΓΩΓΟΙ ΔΙΟΤΙ ΘΑ ΚΛΕΙΣΟΥΝ ΤΑ ΚΟΝΣΕΡΒΟΠΟΙΕΙΑ (631, 7, 802, 59)
column-1 (8, 0, 208, 2361)
article-text: ΜΥΤΙΛΗΝΗ, 6.— Κατόπιν συσκέψεως οἱ ἐλαιοπαραγωγοὶ τῆς νήσου ζητοῦν τὴν καθιέρωσιν τιμῆς ἀσφαλείας. (11, 341, 205, 369)
article-text: ΤΟΡΟΝΤΟ, 6. (Ἀθην. Πρακτ.).— Ἡ γιαούρτη θὰ εἶναι χρησιμωτάτη εἰς περίπτωσιν πυρηνικοῦ πολέμου. (11, 733, 205, 762)
article-text: Ἐτελέσθη μνημόσυνον ὑπὲρ τῶν θυμάτων τῶν γεγονότων τοῦ Σεπτεμβρίου. (1357, 682, 1559, 702)
headline: ΣΥΛΛΗΨΕΙΣ ΚΑΚΟΠΟΙΩΝ (647, 1271, 786, 1286)
column-3 (631, 0, 802, 2361)
table-row (631, 572, 802, 581)
article-text: Συνεχίζονται αἱ συζητήσεις διὰ τὴν ἐπιστροφὴν τῆς περιουσίας τῶν κοινοτικῶν ἱδρυμάτων. (1357, 1008, 1559, 1027)
article-text: ΣΙΤΟΣ (Σικάγον): Σεπτέμβριος 197,5, Δεκέμβριος 203,75. ΑΡΑΒΟΣΙΤΟΣ: Σεπτέμβριος 110,25, Δεκέμβριος 113,5. ΒΡΩΜΗ: Σεπτέμβριος 69,75, Δεκέμβριος 72,87. (427, 233, 620, 271)
article-text: Ἐπίσης ἀνηγγέλθη ὅτι ὁ Οἰκουμενικὸς Πατριάρχης θὰ μεταβῇ εἰς Ρόδον διὰ τὴν πανορθόδοξον διάσκεψιν. (1357, 345, 1559, 373)
article-text: ΛΑΡΙΣΑ, 6.— Ἐπιστρέψαντες ἐξ Ἀθηνῶν οἱ ἀντιπρόσωποι τῆς συνελεύσεως τῶν ἐκπροσώπων ἀγροτικῶν συλλόγων ἐδήλωσαν ὅτι ἡ συνέλευσις διεσπάσθη. (220, 433, 414, 470)
price-label: Ελβετικόν (635, 581, 676, 591)
headline: ΜΙΚΡΑΙ ΕΠΑΡΧΙΑΚΑΙ ΕΙΔΗΣΕΙΣ (270, 881, 571, 906)
article-text: Ὑπὸ τὴν προεδρίαν τοῦ δημάρχου ἐπραγματοποιήθη σύσκεψις διὰ τὰ χωματουργικὰ ἔργα. (634, 705, 799, 733)
article-text: ΚΟΜΟΤΗΝΗ, 6.— Ὑπὸ τῆς νομαρχίας ἐνεκρίθη ἡ ἐκτέλεσις ἔργων. (427, 1032, 620, 1051)
article-text: ΒΟΝΝΗ, 6. (Τάς).— Ὁ ἀντιπρόεδρος ἐδήλωσεν. (983, 259, 1140, 278)
article-text: ΟΤΤΑΒΑ, 6. (Ἀθην. Πρακτ.).— Ἐπισκεπτόμενοι τὸν Καναδᾶν Ἕλληνες. (1153, 735, 1344, 755)
article-text: ΝΑΥΠΛΙΟΝ, 6.— Ὁ μητροπολίτης Ἀργολίδος κ. Χρυσόστομος, ζητεῖ τὴν ἀπαγόρευσιν. (1153, 70, 1344, 89)
price-label: Ναπολεόντ. (635, 572, 683, 582)
headline: ΕΤΡΑΥΜΑΤΙΣΘΗ ΧΕΙΡΙΣΤΗΣ ΥΔΡΑΝΤΛΙΑΣ (640, 910, 793, 937)
column-rule (627, 20, 628, 2341)
article-text: ΣΙΤΟΣ (Σικάγον): Σεπτέμβριος 197,5, Δεκέμβριος 203,75. ΑΡΑΒΟΣΙΤΟΣ: Σεπτέμβριος 110,25, Δεκέμβριος 113,5. ΒΡΩΜΗ: Σεπτέμβριος 69,75, Δεκέμβριος 72,87. (427, 276, 620, 315)
article-text: ΚΑΤΑ ΛΙΒΡΑΣ ΕΙΣ ΣΕΝΤΣ — ΚΑΦΕΣ Βραζιλίας (Νέα Ὑόρκη): Σεπτέμβριος 36,25, Δεκέμβριος 35,87, Μάρτιος 35,51. ΚΑΚΑΟ (Νέα Ὑόρκη): Σεπτέμβριος 20,72, Δεκέμβριος 22,92, Μάρτιος 23,36. ΣΑΚΧΑΡΙ (Νέα Ὑόρκη): Σεπτέμβριος 3,06, Νοέμβριος 3,12. ΒΑΜΒΑΞ (Νέα Ὑόρκη): Ὀκτώβριος 33,52, Δεκέμβριος 33,62. (220, 117, 620, 307)
article-text: Ὁ γνωστὸς ἐπιχειρηματίας κ. Ν. Καρατζάς ἀνεχώρησε διὰ τὰς Ἀθήνας. (1357, 414, 1559, 432)
headline: ΑΡΧΙΖΕΙ ΤΟ ΣΑΒΒΑΤΟΝ Η ΥΔΡΟΔΟΤΗΣΙΣ ΤΩΝ ΑΡΔΕΥΤΙΚΩΝ ΕΡΓΩΝ ΧΡΥΣΟΥΠΟΛΕΩΣ (260, 643, 581, 677)
headline: Η ΑΕΡΟΦΩΤΙΚΗ ΓΡΑΜΜΗ ΠΥΛΑΙΑΣ — ΝΕΟΥ ΣΤΑΘΜΟΥ (1151, 786, 1347, 812)
article-text: Κατὰ τηλεγράφημα ἐκ Πύργου, ἀπετεφρώθη ἀχυρὼν ἐξ ἀμελείας νηπίου. (634, 1246, 799, 1264)
article-text: Ἡ Πανελλήνιος Ἐπιτροπὴ διὰ τὰς ἑορτὰς τοῦ Σεπτεμβρίου ἀνεκοίνωσε τὸ πρόγραμμα. (1357, 947, 1559, 966)
article-text: ΑΠΑΝΤΗΣΙΣ: Κατὰ τὴν γνώμην μου, ἡ Ἑλλὰς ἀνταποκρίνεται εἰς τὰς ὑποχρεώσεις της. (812, 1753, 981, 1782)
article-text: ΝΑΥΠΛΙΟΝ, 6.— Κατὰ πληροφορίας ἀπετέφρωσε τὴν πατρικήν του οἰκίαν. (1153, 463, 1344, 482)
article-text: ΕΡΩΤΗΣΙΣ: Ἡ Κυβέρνησις θὰ συνεχίσῃ τὴν αὐτὴν πολιτικήν; (1175, 1636, 1344, 1654)
price-value: 235,00—240,00 (735, 599, 798, 609)
headline: Ο ΠΡΕΣΒΕΥΤΗΣ Κ. ΥΨΗΛΑΝΤΗΣ ΑΠΑΝΤΑ (813, 1595, 1317, 1624)
table-row (631, 564, 802, 572)
article-text: ΠΕΚΙΝΟΝ, 6. (Ρώυτερ).— Ὁ στρατάρχης Μόντγκόμερυ ἀφίκετο σήμερον εἰς Πεκῖνον. (1153, 570, 1344, 589)
column-2 (218, 0, 623, 2361)
headline: ΠΡΟΑΓΩΓΑΙ ΒΟΗΘΩΝ ΓΥΜΝΑΣΙΑΡΧΩΝ ΚΑΙ ΔΙΟΡΙΣΜΟΙ ΝΕΩΝ ΜΑΘΗΜΑΤΙΚΩΝ (816, 326, 1136, 395)
article-text: ΑΘΗΝΑΙ, 6.— Ἡ ΓΣΕΕ διὰ ὑπομνήματός της πρὸς τὴν Κυβέρνησιν ζητεῖ τὴν κατάργησιν ἀντεργατικῶν διατάξεων. (634, 306, 799, 334)
article-text: ΑΘΗΝΑΙ, 6.— Ἡ χρυσῆ λίρα ἐκλείσε σήμερον εἰς 295,50 δραχ. (634, 634, 799, 653)
article-text: Εἰς τὰ σχολεῖα τῆς κοινότητος ἐνεγράφησαν φέτος περισσότεροι μαθηταί. (1357, 511, 1559, 530)
divider (11, 229, 205, 230)
headline: 295,00 ΔΡΑΧ. Η ΧΡΥΣΗ ΛΙΡΑ ΕΙΣ ΤΗΝ ΘΕΣΣΑΛΟΝΙΚΗΝ ΚΑΙ 295,50 ΕΙΣ ΤΑΣ ΑΘΗΝΑΣ (635, 476, 798, 516)
article-text: ΣΥΝΕΧΕΙΑ ἐκ τῆς 1ης σελίδος. ΕΡΩΤΗΣΙΣ: Δὲν ἐπικρατεῖ ἡ ἀντίληψις ὅτι ἡ Ἑλλὰς ἀπομακρύνεται; (812, 1636, 981, 1664)
article-text: ΑΘΗΝΑΙ, 6.— Ὁ πρόεδρος τῆς Δημοκρατικῆς Ἑνώσεως κ. Τσιριμῶκος, ἐξελέγη καὶ συνεργάζεται ἐντὸς τῶν ἡμερῶν εἰς τὴν Θεσσαλονίκην. (11, 126, 205, 155)
divider (812, 575, 1140, 576)
price-value: 235,00—240,00 (735, 581, 798, 591)
article-text: Εἰς τὰ σχολεῖα τῆς κοινότητος ἐνεγράφησαν φέτος περισσότεροι μαθηταί. (1357, 1033, 1559, 1052)
article-text: Κατὰ τηλεγράφημα ἐξ Ἀθηνῶν, οἱ πολεμισταὶ τοῦ νόμου 751 καλοῦνται νὰ ὑποβάλουν δικαιολογητικά. (634, 1144, 799, 1173)
separator-star: ★ (1453, 842, 1463, 853)
article-text: Ὑπὸ τὴν προεδρίαν τοῦ δημάρχου ἐπραγματοποιήθη σύσκεψις διὰ τὰ χωματουργικὰ ἔργα. (634, 772, 799, 801)
subheading: ΤΑ ΧΑΡΑΚΤΗΡΙΖΕΙ ΠΣ Α Ν Η ΘΙΚΑ!... (1164, 52, 1333, 64)
section-heading: ΑΙ ΔΥΟ ΓΕΡΜΑΝΙΑΙ (983, 238, 1140, 256)
headline: ΟΙ ΠΟΛΕΜΙΣΤΑΙ ΤΟΥ ΝΟΜΟΥ 751 (636, 1112, 797, 1139)
article-text: ΑΘΗΝΑΙ, 6.— Διὰ διαταγμάτων προάγονται εἰς τὸν βαθμὸν τοῦ βοηθοῦ γυμνασιάρχου οἱ κάτωθι καθηγηταί. (983, 459, 1140, 487)
headline: ΣΥΣΚΕΨΙΣ ΑΡΜΟΔΙΩΝ ΔΙΑ ΤΑ ΧΟΜΑΤΟΥΡΓΙΚΑ ΕΡΓΑ ΤΟΥ ΔΗΜΟΥ (634, 660, 799, 700)
article-text: ΝΕΟΝ ΔΕΛΧΙ, 6. (Ἀσσ. Πρές).— Ὁ κοσμοναύτης ἐκλήθη νὰ ἐπισκεφθῇ τὰς Ἰνδίας. (1153, 653, 1344, 671)
article-text: ΧΑΜΙΛΤΟΝ, Βερμούδαι, 6. (Ἀσσ. Πρές).— Καταπέπτωκεν εἰς τὴν θάλασσαν ἀμερικανικὸν ἀεροπλάνον. (1162, 172, 1335, 201)
article-text: Ὁ κ. Ραμαλῆ, ἐτῶν 40, κάτοικος Συνοικισμοῦ Λαχανοκήπων, μετεφέρθη εἰς τὸ Νοσοκομεῖον. (812, 606, 1059, 693)
article-text: ΣΙΚΑΓΟΝ, 6. (ΑΥΠ).— Ἡ ἐφαρμογὴ νέας μεθόδου χημειοθεραπείας ἐπιτυγχάνει τὴν ἀναχαίτισιν τῆς ἀναπτύξεως ὡρισμένων μορφῶν καρκίνου. (220, 562, 414, 590)
price-value: 245,00—250,00 (735, 555, 798, 565)
headline: Ο ΓΚΑΓΚΑΡΙΝ ΠΡΟΣΕΚΛΗΘΗ ΝΑ ΕΠΙΣΚΕΦΘΗ ΤΑΣ ΙΝΔΙΑΣ (1158, 620, 1339, 648)
article-text: Ἐπίσης ἀνηγγέλθη ὅτι ὁ Οἰκουμενικὸς Πατριάρχης θὰ μεταβῇ εἰς Ρόδον διὰ τὴν πανορθόδοξον διάσκεψιν. (1357, 888, 1559, 916)
headline: Ο ΜΟΝΤΓΚΟΜΕΡΥ ΕΥΡΙΣΚΕΤΑΙ ΕΙΣ ΤΟ ΠΕΚΙΝΟΝ (1152, 514, 1345, 540)
article-text: ΑΘΗΝΑΙ, 6.— Διὰ διαταγμάτων προάγονται εἰς τὸν βαθμὸν τοῦ βοηθοῦ γυμνασιάρχου οἱ κάτωθι καθηγηταί. (983, 424, 1140, 453)
article-text: ΣΙΚΑΓΟΝ, 6. (ΑΥΠ).— Ἡ ἐφαρμογὴ νέας μεθόδου χημειοθεραπείας ἐπιτυγχάνει τὴν ἀναχαίτισιν τῆς ἀναπτύξεως ὡρισμένων μορφῶν καρκίνου. (220, 527, 414, 556)
article-text: ΗΝΩΜΕΝΑ ΕΘΝΗ, Νέα Ὑόρκη, 6. (Ρώυτερ).— Ὁ γενικὸς γραμματεὺς ἐξέφρασεν ἱκανοποίησιν. (983, 95, 1140, 123)
boxed-article (1154, 95, 1343, 212)
headline: ΑΥΞΑΝΟΝΤΑΙ ΑΙ ΕΝΟΠΛΟΙ ΔΥΝΑΜΕΙΣ ΤΟΥ ΚΑΝΑΔΑ (34, 618, 181, 646)
headline: Η ΧΡΗΣΙΜΟΤΗΣ ΤΟΥ ΓΙΑΟΥΡΤΑΣ ΚΑΤΑ ΤΟΝ ΠΟΛΕΜΟΝ (17, 701, 199, 728)
headline: Η ΓΣΕΕ ΕΖΗΤΗΣΕ ΚΑΤΑΡΓΗΣΙΝ ΑΝΤΕΡΓΑΤΙΚΩΝ ΔΙΑΤΑΞΕΩΝ (631, 239, 802, 267)
article-text: Συνεχίζονται αἱ συζητήσεις διὰ τὴν ἐπιστροφὴν τῆς περιουσίας τῶν κοινοτικῶν ἱδρυμάτων. (1357, 817, 1559, 837)
article-text: Ἐτελέσθη μνημόσυνον ὑπὲρ τῶν θυμάτων τῶν γεγονότων τοῦ Σεπτεμβρίου. (1357, 658, 1559, 677)
article-text: ΛΕΥΚΩΣΙΑ, 6. (Ἀθην. Πρακτ.).— Ἀντιπροσωπεῖαι τῆς Κύπρου θὰ μετάσχουν εἰς τὰς διασκέψεις τοῦ Λονδίνου καὶ Στρασβούργου. (220, 835, 414, 863)
article-text: ΛΕΥΚΩΣΙΑ, 6. (Ἀθην. Πρακτ.).— Ἀντιπροσωπεῖαι τῆς Κύπρου θὰ μετάσχουν εἰς τὰς διασκέψεις τοῦ Λονδίνου καὶ Στρασβούργου. (427, 801, 620, 829)
article-text: Ἐπίσης διορίζονται νέοι μαθηματικοὶ εἰς διάφορα γυμνάσια τοῦ Κράτους. (812, 526, 969, 546)
headline: ΕΔΕΙΡΕΝ ΑΓΡΙΩΣ ΜΙΑΝ ΙΕΡΟΔΟΥΛΟΝ ΚΑΙ ΕΞΗΦΑΝΙΣΘΗ (1168, 219, 1329, 269)
article-text: ΟΡΕΣΤΙΑΣ, 6.— Ἐγκατεστάθη ἤδη τὸ νέον δίκτυον ὑδρεύσεως τῆς πόλεως. (220, 1038, 414, 1057)
headline: ΜΙΚΡΑΙ ΕΓΧΩΡΙΟΙ ΕΙΔΗΣΕΙΣ ΧΩΡΙΣ ΤΙΤΛΟΝ (826, 582, 1126, 601)
article-text: ΚΑΤΑ ΛΙΒΡΑΣ ΕΙΣ ΣΕΝΤΣ — ΚΑΦΕΣ Βραζιλίας (Νέα Ὑόρκη): Σεπτέμβριος 36,25, Δεκέμβριος 35,87, Μάρτιος 35,51. ΚΑΚΑΟ (Νέα Ὑόρκη): Σεπτέμβριος 20,72, Δεκέμβριος 22,92, Μάρτιος 23,36. ΣΑΚΧΑΡΙ (Νέα Ὑόρκη): Σεπτέμβριος 3,06, Νοέμβριος 3,12. ΒΑΜΒΑΞ (Νέα Ὑόρκη): Ὀκτώβριος 33,52, Δεκέμβριος 33,62. (427, 141, 620, 207)
article-text: Ἡ ἑλληνικὴ κοινότης τῆς Πόλεως ἑώρτασε τὴν ἐπέτειον τῆς ἱδρύσεως τῶν ἐκπαιδευτηρίων της. (1357, 474, 1559, 494)
price-label: Αγγλική (635, 546, 668, 556)
article-text: ΣΙΚΑΓΟΝ, 6. (ΑΥΠ).— Ἡ ἐφαρμογὴ νέας μεθόδου χημειοθεραπείας ἐπιτυγχάνει τὴν ἀναχαίτισιν τῆς ἀναπτύξεως ὡρισμένων μορφῶν καρκίνου. (220, 596, 414, 624)
article-text: ΟΤΤΑΒΑ, 6. (Ἀθην. Πρακτ.).— Ἐπισκεπτόμενοι τὸν Καναδᾶν Ἕλληνες. (1153, 760, 1344, 779)
headline: ΑΜΕΡΙΚΑΝΙΚΟΝ ΑΕΡΟΠΛΑΝΟΝ ΕΙΣ ΤΗΝ ΘΑΛΑΣΣΑΝ (1161, 106, 1336, 133)
article-text: ΑΠΑΝΤΗΣΙΣ: Ἀναμφισβητήτως. Ἡ σταθερότης εἶναι ἀναγκαία. (994, 1695, 1162, 1713)
column-rule (212, 20, 213, 2341)
boxed-article (635, 340, 798, 469)
headline: ΤΟ ΚΕΝΤΡΟΝ ΝΑ ΚΤΥΠΗΣΗ ΚΑΤΑ ΤΟΝ Κ. ΤΣΙΡΙΜΩΚΟΝ ΤΗΝ ΠΡΟΣΠΑΘΕΙΑΝ ΕΚΜΕΤΑΛΛΕΥΣΕΩΣ ΤΗΣ ΔΙΕΘΝΟΥΣ ΕΚΘΕΣΕΩΣ (12, 7, 204, 88)
separator-star: ★ (1453, 971, 1463, 982)
